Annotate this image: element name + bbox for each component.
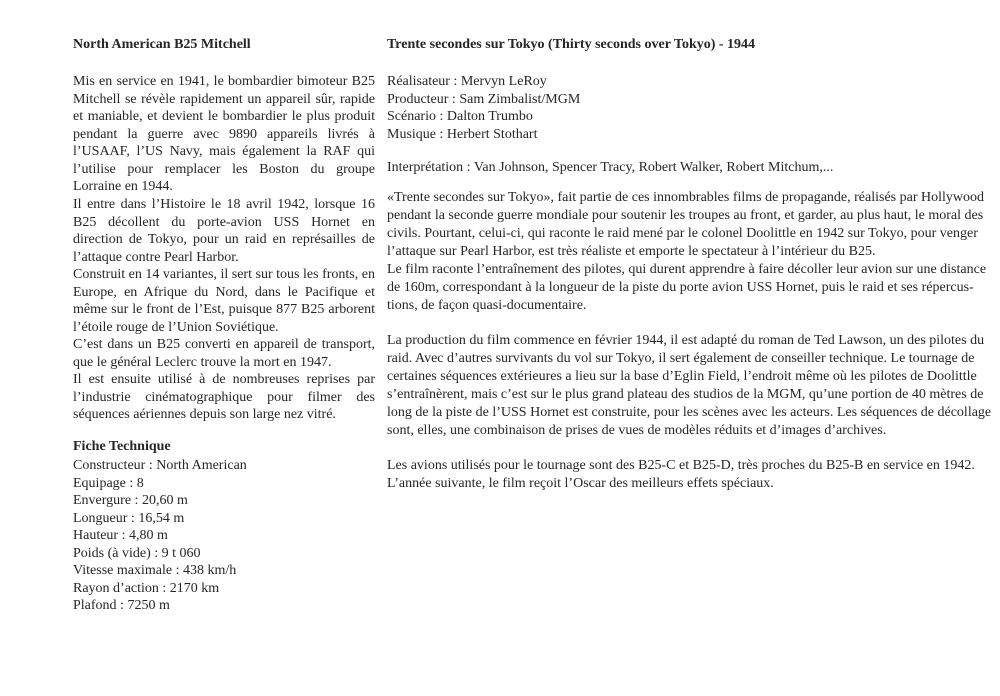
film-text-line: pendant la seconde guerre mondiale pour soutenir les troupes au front, et garder, au plus haut, le moral des xyxy=(387,208,984,223)
aircraft-cinema-paragraph: Il est ensuite utilisé à de nombreuses reprises par l’industrie cinématographique pour filmer des séquences aériennes depuis son large nez vitré. xyxy=(73,372,375,422)
film-text-line: Le film raconte l’entraînement des pilotes, qui durent apprendre à faire décoller leur avion sur une distance xyxy=(387,262,987,277)
spec-item: Hauteur : 4,80 m xyxy=(73,528,168,543)
film-text-line: long de la piste de l’USS Hornet est construite, pour les scènes avec les acteurs. Les séquences de décollage xyxy=(387,405,992,420)
film-text-line: La production du film commence en février 1944, il est adapté du roman de Ted Lawson, un des pilotes du xyxy=(387,333,985,348)
spec-item: Poids (à vide) : 9 t 060 xyxy=(73,545,201,561)
spec-item: Rayon d’action : 2170 km xyxy=(73,580,220,596)
film-text-line: L’année suivante, le film reçoit l’Oscar des meilleurs effets spéciaux. xyxy=(387,476,774,491)
spec-item: Envergure : 20,60 m xyxy=(73,493,188,508)
credit-director: Réalisateur : Mervyn LeRoy xyxy=(387,74,547,89)
film-text-line: raid. Avec d’autres survivants du vol sur Tokyo, il sert également de conseiller technique. Le tournage de xyxy=(387,351,975,366)
spec-item: Equipage : 8 xyxy=(73,475,144,491)
credit-music: Musique : Herbert Stothart xyxy=(387,126,538,142)
film-text-line: de 160m, correspondant à la longueur de la piste du porte avion USS Hornet, puis le raid et ses répercus- xyxy=(387,280,974,295)
credit-producer: Producteur : Sam Zimbalist/MGM xyxy=(387,91,581,107)
spec-list xyxy=(73,457,247,615)
film-text-line: «Trente secondes sur Tokyo», fait partie de ces innombrables films de propagande, réalisés par Hollywood xyxy=(387,190,984,205)
spec-sheet-title: Fiche Technique xyxy=(73,439,171,454)
film-text-line: certaines séquences extérieures a lieu sur la base d’Eglin Field, l’endroit même où les pilotes de Doolittle xyxy=(387,369,977,384)
aircraft-leclerc-paragraph: C’est dans un B25 converti en appareil de transport, que le général Leclerc trouve la mort en 1947. xyxy=(73,337,375,370)
film-text-line: s’entraînèrent, mais c’est sur le plus grand plateau des studios de la MGM, qu’une portion de 40 mètres de xyxy=(387,387,984,402)
spec-item: Plafond : 7250 m xyxy=(73,598,170,613)
film-text-line: tions, de façon quasi-documentaire. xyxy=(387,298,587,313)
aircraft-title: North American B25 Mitchell xyxy=(73,37,251,52)
film-credits xyxy=(387,73,580,143)
film-title: Trente secondes sur Tokyo (Thirty seconds over Tokyo) - 1944 xyxy=(387,37,756,52)
spec-item: Longueur : 16,54 m xyxy=(73,510,185,526)
film-text-line: civils. Pourtant, celui-ci, qui raconte le raid mené par le colonel Doolittle en 1942 sur Tokyo, pour venger xyxy=(387,226,978,241)
credit-screenplay: Scénario : Dalton Trumbo xyxy=(387,109,533,124)
film-text-line: l’attaque sur Pearl Harbor, est très réaliste et emporte le spectateur à l’intérieur du B25. xyxy=(387,244,876,259)
spec-item: Constructeur : North American xyxy=(73,458,247,473)
film-cast: Interprétation : Van Johnson, Spencer Tracy, Robert Walker, Robert Mitchum,... xyxy=(387,160,834,175)
film-text-line: Les avions utilisés pour le tournage sont des B25-C et B25-D, très proches du B25-B en service en 1942. xyxy=(387,458,975,473)
aircraft-variants-paragraph: Construit en 14 variantes, il sert sur tous les fronts, en Europe, en Afrique du Nord, dans le Pacifique et même sur le front de l’Est, puisque 877 B25 arborent l’étoile rouge de l’Union Soviétique. xyxy=(73,267,375,335)
film-text-line: sont, elles, une combinaison de prises de vues de modèles réduits et d’images d’archives. xyxy=(387,423,887,438)
aircraft-history-paragraph: Il entre dans l’Histoire le 18 avril 1942, lorsque 16 B25 décollent du porte-avion USS Hornet en direction de Tokyo, pour un raid en représailles de l’attaque contre Pearl Harbor. xyxy=(73,197,375,265)
spec-item: Vitesse maximale : 438 km/h xyxy=(73,563,237,578)
aircraft-intro-paragraph: Mis en service en 1941, le bombardier bimoteur B25 Mitchell se révèle rapidement un appareil sûr, rapide et maniable, et devient le bombardier le plus produit pendant la guerre avec 9890 appareils livrés à l’USAAF, l’US Navy, mais également la RAF qui l’utilise pour remplacer les Boston du groupe Lorraine en 1944. xyxy=(73,74,375,194)
